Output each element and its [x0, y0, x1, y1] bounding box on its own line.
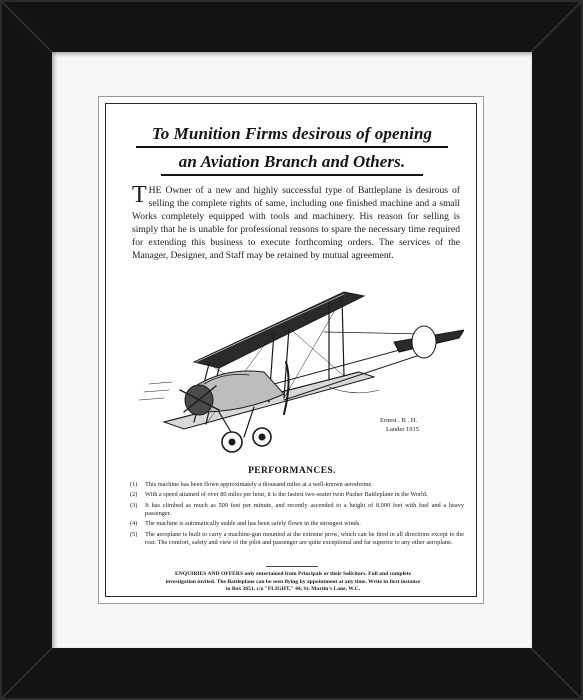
- performance-item: (2) With a speed attained of over 80 miles per hour, it is the fastest two-seater twin Pusher Battleplane in the World.: [130, 491, 428, 499]
- performance-item: (4) The machine is automatically stable and has been safely flown in the strongest winds.: [130, 520, 361, 528]
- signature-line-1: Ernest . B . H.: [380, 417, 418, 424]
- performance-item: (1) This machine has been flown approximately a thousand miles at a well-known aerodrome.: [130, 481, 373, 488]
- signature-line-2: Lander 1915: [386, 426, 420, 433]
- divider-rule: [266, 566, 318, 567]
- performance-item: (5) The aeroplane is built to carry a machine-gun mounted at the extreme prow, which can be fired in all directions except to the rear. The comfort, safety and view of the pilot and passenger are quite exceptional and far superior to any other aeroplane.: [130, 530, 464, 546]
- performances-list: [130, 481, 464, 549]
- headline-underline-2: [161, 174, 423, 176]
- intro-text: HE Owner of a new and highly successful type of Battleplane is desirous of selling the complete rights of same, including one finished machine and a small Works completely equipped with tools and machinery. His reason for selling is simply that he is unable for professional reasons to spare the necessary time required for extending this business to execute forthcoming orders. The services of the Manager, Designer, and Staff may be retained by mutual agreement.: [132, 185, 460, 262]
- performance-item: (3) It has climbed as much as 500 feet per minute, and recently ascended to a height of 8,000 feet with fuel and a heavy passenger.: [130, 501, 464, 517]
- enquiries-note: [130, 571, 456, 594]
- advertisement-print: [98, 96, 484, 604]
- advertisement-border: [105, 103, 477, 597]
- headline-line-2: an Aviation Branch and Others.: [178, 152, 406, 171]
- intro-dropcap: T: [132, 182, 147, 208]
- enquiries-line-2: investigation invited. The Battleplane can be seen flying by appointment at any time. Write in first instance: [165, 578, 421, 585]
- intro-paragraph: [132, 184, 460, 263]
- enquiries-line-3: to Box 3651, c/o "FLIGHT," 44, St. Martin's Lane, W.C.: [225, 586, 361, 593]
- enquiries-line-1: ENQUIRIES AND OFFERS only entertained from Principals or their Solicitors. Full and complete: [174, 571, 412, 577]
- headline-line-1: To Munition Firms desirous of opening: [151, 124, 433, 143]
- battleplane-illustration: [124, 272, 464, 462]
- headline-underline-1: [136, 146, 448, 148]
- performances-heading: PERFORMANCES.: [248, 466, 336, 476]
